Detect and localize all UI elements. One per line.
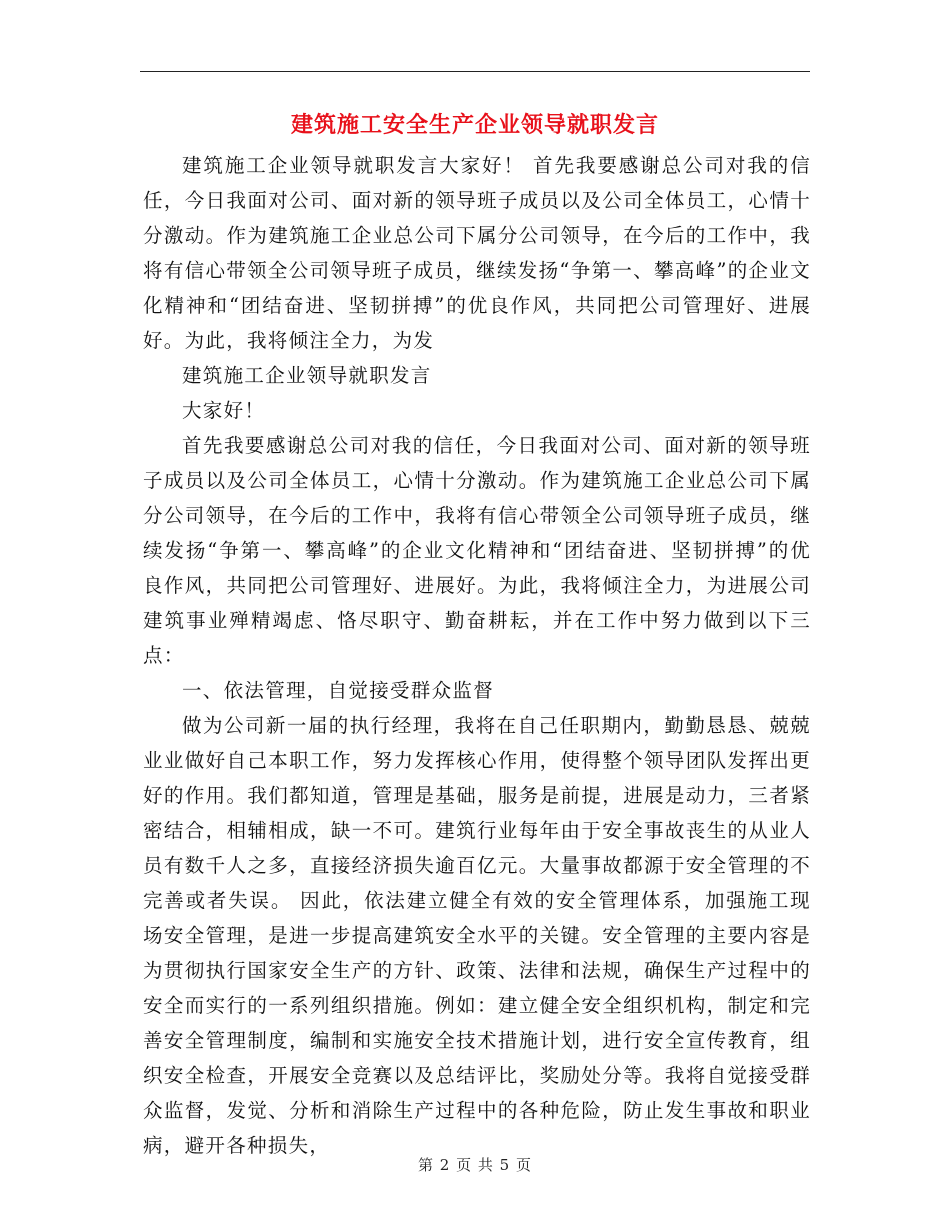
paragraph-section-1-body: 做为公司新一届的执行经理，我将在自己任职期内，勤勤恳恳、兢兢业业做好自己本职工作，努力发挥核心作用，使得整个领导团队发挥出更好的作用。我们都知道，管理是基础，服务是前提，进展是动力，三者紧密结合，相辅相成，缺一不可。建筑行业每年由于安全事故丧生的从业人员有数千人之多，直接经济损失逾百亿元。大量事故都源于安全管理的不完善或者失误。 因此，依法建立健全有效的安全管理体系，加强施工现场安全管理，是进一步提高建筑安全水平的关键。安全管理的主要内容是为贯彻执行国家安全生产的方针、政策、法律和法规，确保生产过程中的安全而实行的一系列组织措施。例如：建立健全安全组织机构，制定和完善安全管理制度，编制和实施安全技术措施计划，进行安全宣传教育，组织安全检查，开展安全竞赛以及总结评比，奖励处分等。我将自觉接受群众监督，发觉、分析和消除生产过程中的各种危险，防止发生事故和职业病，避开各种损失， [143,714,811,1157]
document-body [143,148,811,1163]
paragraph-section-1-heading: 一、依法管理，自觉接受群众监督 [182,679,495,702]
paragraph-heading: 建筑施工企业领导就职发言 [182,364,432,387]
paragraph-thanks: 首先我要感谢总公司对我的信任，今日我面对公司、面对新的领导班子成员以及公司全体员工，心情十分激动。作为建筑施工企业总公司下属分公司领导，在今后的工作中，我将有信心带领全公司领导班子成员，继续发扬“争第一、攀高峰”的企业文化精神和“团结奋进、坚韧拼搏”的优良作风，共同把公司管理好、进展好。为此，我将倾注全力，为进展公司建筑事业殚精竭虑、恪尽职守、勤奋耕耘，并在工作中努力做到以下三点： [143,434,811,667]
header-rule [140,71,810,72]
document-title: 建筑施工安全生产企业领导就职发言 [290,112,659,138]
page-footer [0,1154,950,1175]
paragraph-intro: 建筑施工企业领导就职发言大家好！ 首先我要感谢总公司对我的信任，今日我面对公司、面对新的领导班子成员以及公司全体员工，心情十分激动。作为建筑施工企业总公司下属分公司领导，在今后的工作中，我将有信心带领全公司领导班子成员，继续发扬“争第一、攀高峰”的企业文化精神和“团结奋进、坚韧拼搏”的优良作风，共同把公司管理好、进展好。为此，我将倾注全力，为发 [143,154,811,352]
page-number: 第 2 页 共 5 页 [418,1156,532,1174]
paragraph-greeting: 大家好！ [182,399,266,422]
